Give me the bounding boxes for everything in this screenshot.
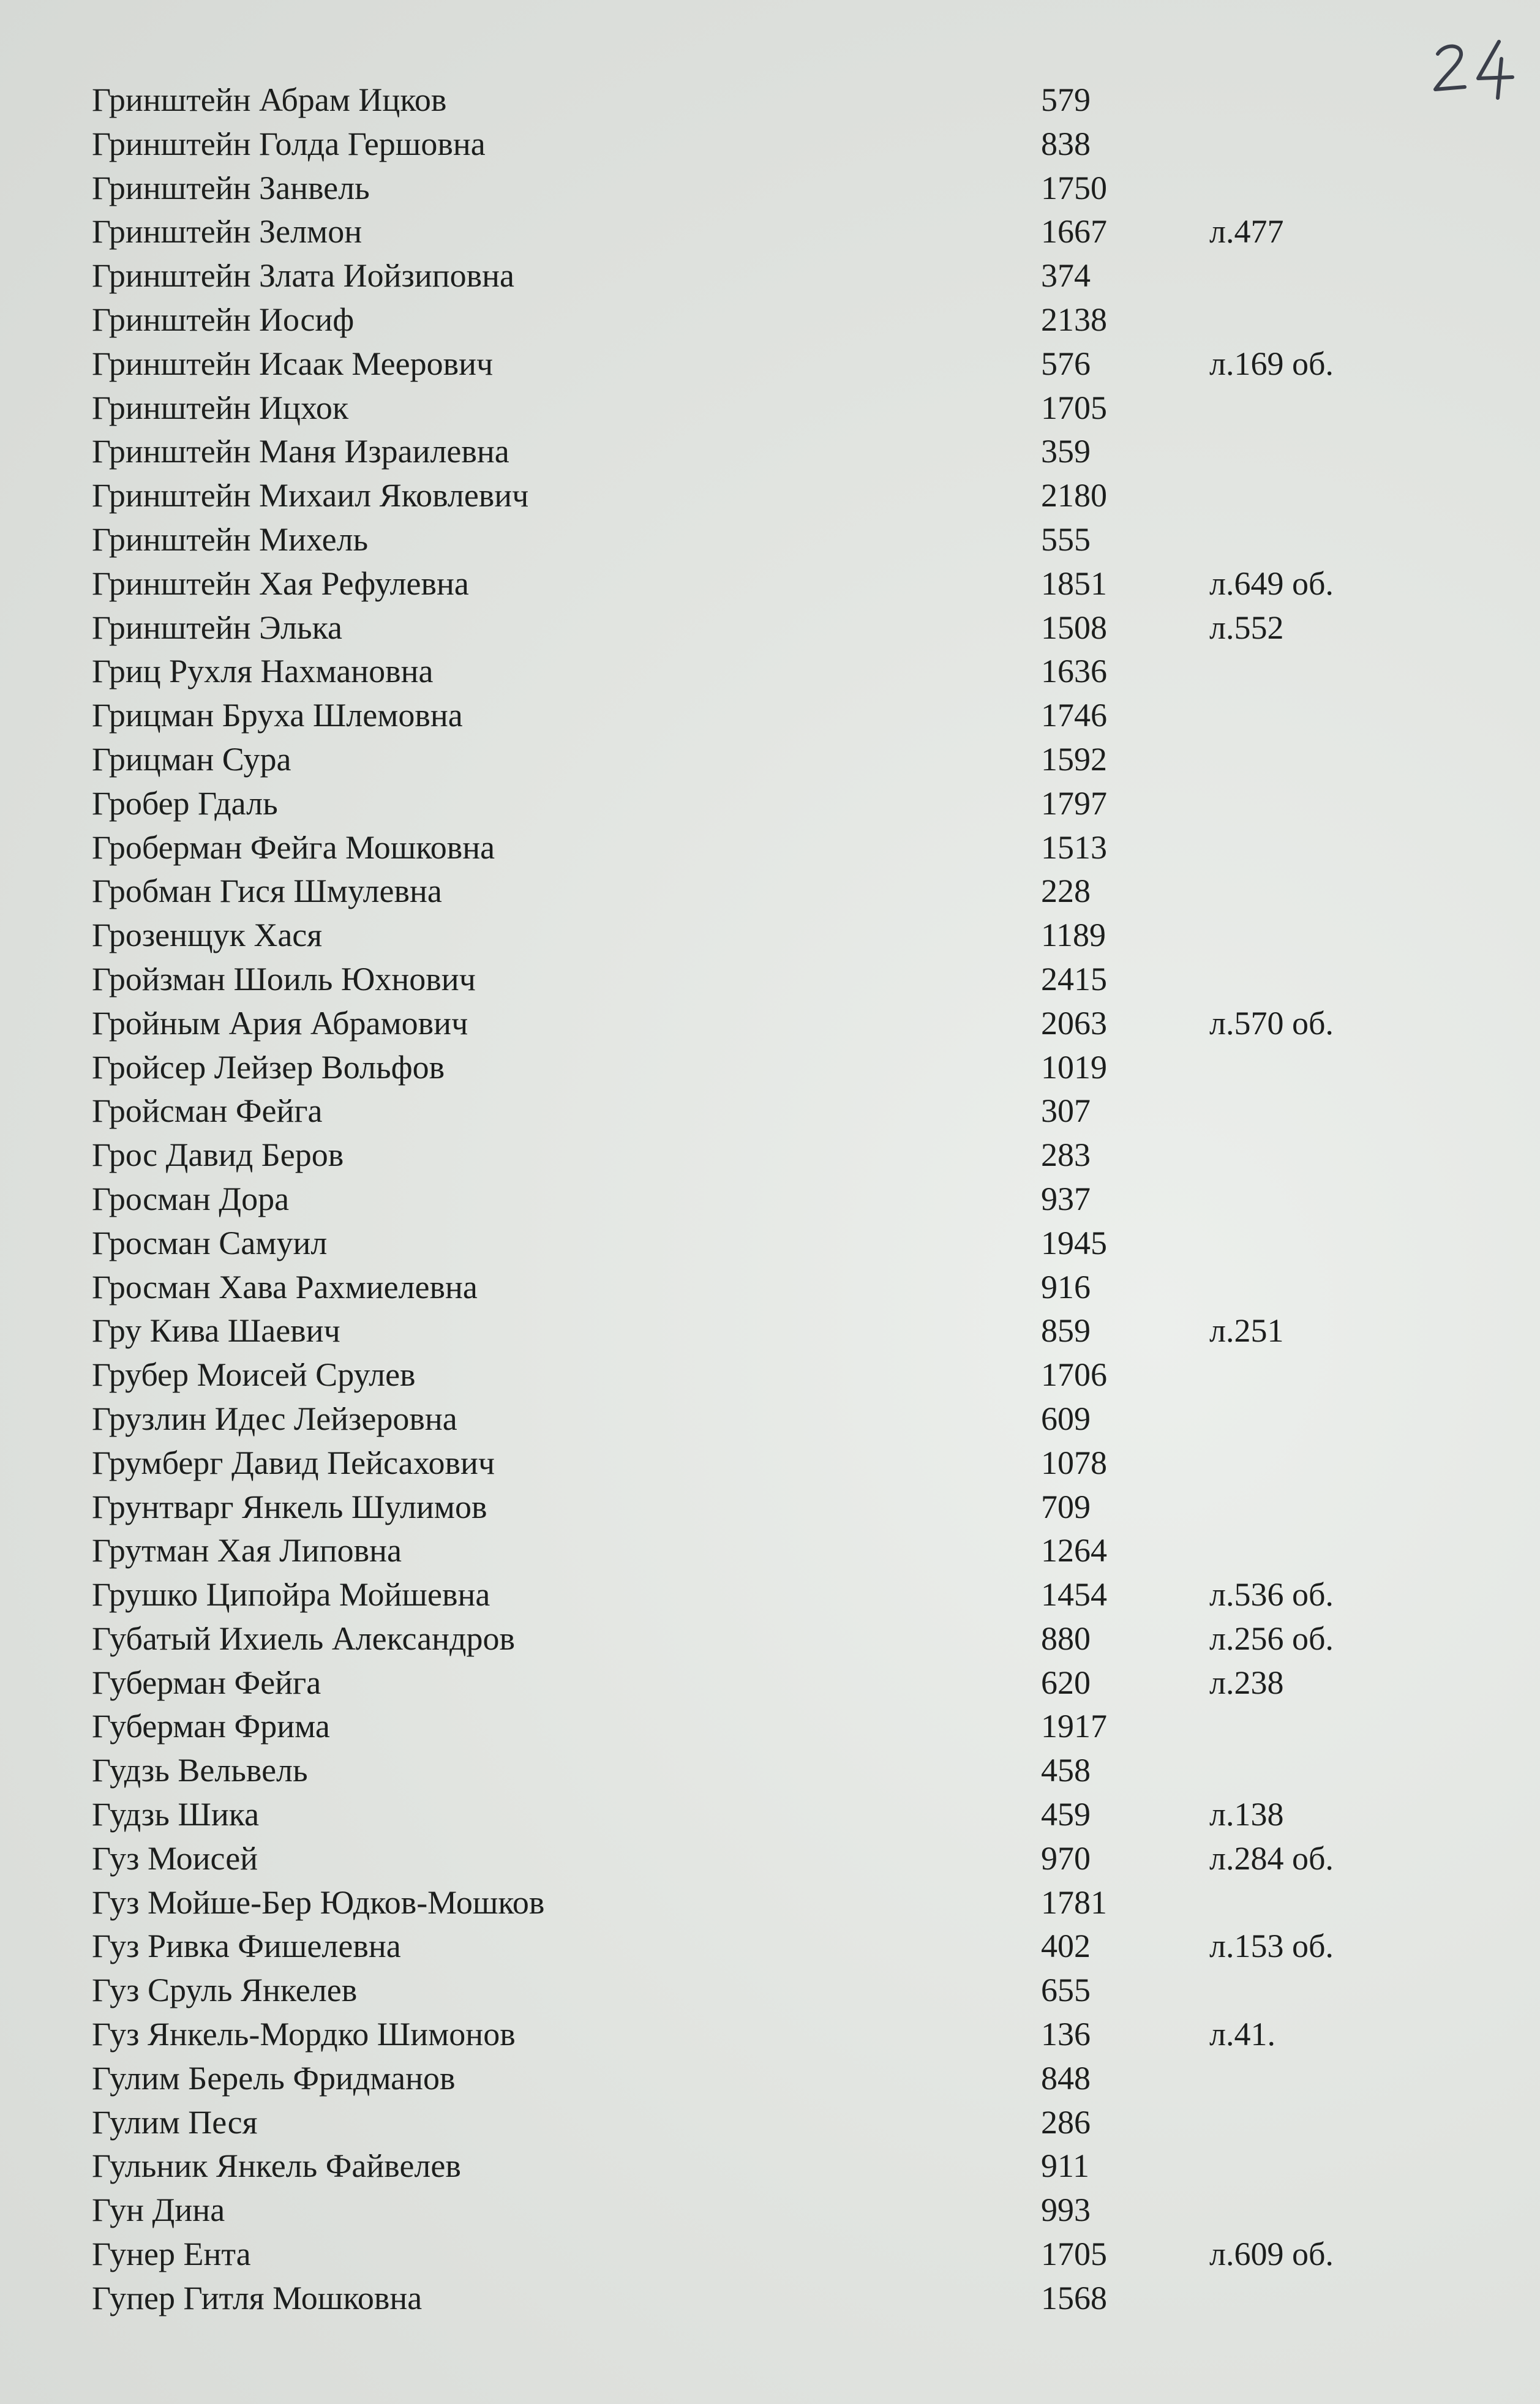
sheet-reference: л.570 об. [1209, 1004, 1334, 1042]
list-item [92, 958, 1470, 1002]
list-item [92, 694, 1470, 738]
record-number: 1746 [1041, 697, 1107, 734]
person-name: Гробман Гися Шмулевна [92, 873, 442, 910]
person-name: Гринштейн Зелмон [92, 213, 362, 250]
person-name: Гуз Ривка Фишелевна [92, 1928, 401, 1965]
record-number: 555 [1041, 520, 1091, 558]
person-name: Гробер Гдаль [92, 784, 278, 822]
person-name: Гуз Моисей [92, 1839, 258, 1877]
record-number: 1750 [1041, 169, 1107, 206]
list-item [92, 1573, 1470, 1617]
record-number: 1945 [1041, 1224, 1107, 1261]
record-number: 911 [1041, 2147, 1089, 2185]
person-name: Гуз Мойше-Бер Юдков-Мошков [92, 1884, 545, 1921]
record-number: 620 [1041, 1664, 1091, 1701]
person-name: Гун Дина [92, 2192, 225, 2229]
person-name: Гринштейн Абрам Ицков [92, 81, 447, 118]
person-name: Гудзь Шика [92, 1796, 260, 1833]
list-item [92, 2101, 1470, 2145]
record-number: 859 [1041, 1312, 1091, 1350]
record-number: 579 [1041, 81, 1091, 118]
list-item [92, 1529, 1470, 1573]
person-name: Грушко Ципойра Мойшевна [92, 1576, 490, 1613]
list-item [92, 2277, 1470, 2321]
record-number: 937 [1041, 1180, 1091, 1217]
person-name: Гульник Янкель Файвелев [92, 2147, 461, 2185]
record-number: 228 [1041, 873, 1091, 910]
record-number: 1917 [1041, 1708, 1107, 1745]
list-item [92, 1441, 1470, 1486]
person-name: Грицман Сура [92, 740, 291, 778]
person-name: Гринштейн Занвель [92, 169, 370, 206]
list-item [92, 518, 1470, 562]
person-name: Губерман Фрима [92, 1708, 330, 1745]
record-number: 286 [1041, 2103, 1091, 2141]
person-name: Гриц Рухля Нахмановна [92, 653, 434, 690]
record-number: 1019 [1041, 1048, 1107, 1086]
person-name: Гройсман Фейга [92, 1092, 323, 1130]
list-item [92, 1661, 1470, 1705]
list-item [92, 342, 1470, 386]
person-name: Гринштейн Голда Гершовна [92, 125, 486, 162]
record-number: 1705 [1041, 389, 1107, 426]
person-name: Гринштейн Исаак Меерович [92, 345, 494, 382]
list-item [92, 430, 1470, 474]
person-name: Гуз Янкель-Мордко Шимонов [92, 2016, 516, 2053]
record-number: 1797 [1041, 784, 1107, 822]
record-number: 1705 [1041, 2236, 1107, 2273]
person-name: Гринштейн Михель [92, 520, 369, 558]
list-item [92, 2013, 1470, 2057]
record-number: 2063 [1041, 1004, 1107, 1042]
person-name: Гринштейн Михаил Яковлевич [92, 477, 529, 514]
sheet-reference: л.41. [1209, 2016, 1275, 2053]
record-number: 2138 [1041, 301, 1107, 338]
list-item [92, 782, 1470, 826]
record-number: 709 [1041, 1488, 1091, 1525]
list-item [92, 1793, 1470, 1837]
record-number: 283 [1041, 1136, 1091, 1174]
person-name: Грос Давид Беров [92, 1136, 344, 1174]
person-name: Гупер Гитля Мошковна [92, 2279, 423, 2316]
list-item [92, 1705, 1470, 1749]
list-item [92, 2188, 1470, 2233]
record-number: 1706 [1041, 1356, 1107, 1394]
person-name: Грозенщук Хася [92, 917, 323, 954]
sheet-reference: л.536 об. [1209, 1576, 1334, 1613]
person-name: Гунер Ента [92, 2236, 251, 2273]
record-number: 2415 [1041, 960, 1107, 997]
record-number: 1568 [1041, 2279, 1107, 2316]
list-item [92, 1749, 1470, 1793]
person-name: Грутман Хая Липовна [92, 1532, 402, 1569]
list-item [92, 210, 1470, 254]
record-number: 2180 [1041, 477, 1107, 514]
sheet-reference: л.552 [1209, 609, 1284, 646]
list-item [92, 1222, 1470, 1266]
person-name: Гросман Самуил [92, 1224, 328, 1261]
list-item [92, 2144, 1470, 2188]
sheet-reference: л.477 [1209, 213, 1284, 250]
list-item [92, 474, 1470, 518]
person-name: Гринштейн Маня Израилевна [92, 433, 509, 470]
person-name: Гринштейн Элька [92, 609, 342, 646]
record-number: 655 [1041, 1972, 1091, 2009]
list-item [92, 1178, 1470, 1222]
person-name: Грубер Моисей Срулев [92, 1356, 416, 1394]
record-number: 1781 [1041, 1884, 1107, 1921]
register-list [92, 78, 1470, 2321]
record-number: 880 [1041, 1620, 1091, 1657]
sheet-reference: л.169 об. [1209, 345, 1334, 382]
list-item [92, 167, 1470, 211]
sheet-reference: л.649 об. [1209, 565, 1334, 602]
record-number: 1078 [1041, 1444, 1107, 1481]
sheet-reference: л.238 [1209, 1664, 1284, 1701]
record-number: 1189 [1041, 917, 1106, 954]
sheet-reference: л.256 об. [1209, 1620, 1334, 1657]
list-item [92, 1089, 1470, 1133]
list-item [92, 1046, 1470, 1090]
list-item [92, 1925, 1470, 1969]
list-item [92, 870, 1470, 914]
person-name: Гру Кива Шаевич [92, 1312, 340, 1350]
list-item [92, 650, 1470, 694]
record-number: 1592 [1041, 740, 1107, 778]
sheet-reference: л.138 [1209, 1796, 1284, 1833]
list-item [92, 122, 1470, 167]
record-number: 993 [1041, 2192, 1091, 2229]
list-item [92, 1266, 1470, 1310]
list-item [92, 1002, 1470, 1046]
list-item [92, 78, 1470, 122]
list-item [92, 1837, 1470, 1881]
sheet-reference: л.153 об. [1209, 1928, 1334, 1965]
person-name: Гроберман Фейга Мошковна [92, 828, 495, 866]
person-name: Грумберг Давид Пейсахович [92, 1444, 495, 1481]
list-item [92, 298, 1470, 342]
person-name: Гройным Ария Абрамович [92, 1004, 468, 1042]
person-name: Грунтварг Янкель Шулимов [92, 1488, 487, 1525]
record-number: 1851 [1041, 565, 1107, 602]
record-number: 576 [1041, 345, 1091, 382]
list-item [92, 738, 1470, 782]
list-item [92, 2233, 1470, 2277]
record-number: 1508 [1041, 609, 1107, 646]
person-name: Гулим Песя [92, 2103, 258, 2141]
record-number: 458 [1041, 1752, 1091, 1789]
record-number: 136 [1041, 2016, 1091, 2053]
record-number: 307 [1041, 1092, 1091, 1130]
list-item [92, 2057, 1470, 2101]
list-item [92, 386, 1470, 430]
record-number: 1636 [1041, 653, 1107, 690]
list-item [92, 1617, 1470, 1661]
person-name: Гуз Сруль Янкелев [92, 1972, 358, 2009]
sheet-reference: л.251 [1209, 1312, 1284, 1350]
list-item [92, 1486, 1470, 1530]
person-name: Гудзь Вельвель [92, 1752, 308, 1789]
sheet-reference: л.284 об. [1209, 1839, 1334, 1877]
person-name: Гулим Берель Фридманов [92, 2059, 456, 2097]
list-item [92, 1397, 1470, 1441]
list-item [92, 826, 1470, 870]
list-item [92, 1309, 1470, 1353]
record-number: 970 [1041, 1839, 1091, 1877]
person-name: Гринштейн Злата Иойзиповна [92, 257, 515, 295]
record-number: 848 [1041, 2059, 1091, 2097]
record-number: 402 [1041, 1928, 1091, 1965]
person-name: Гринштейн Ицхок [92, 389, 349, 426]
person-name: Гройзман Шоиль Юхнович [92, 960, 476, 997]
list-item [92, 606, 1470, 650]
person-name: Гросман Дора [92, 1180, 290, 1217]
person-name: Губерман Фейга [92, 1664, 321, 1701]
record-number: 359 [1041, 433, 1091, 470]
person-name: Грузлин Идес Лейзеровна [92, 1400, 457, 1437]
person-name: Гринштейн Иосиф [92, 301, 355, 338]
record-number: 1454 [1041, 1576, 1107, 1613]
person-name: Гросман Хава Рахмиелевна [92, 1268, 478, 1305]
list-item [92, 254, 1470, 298]
list-item [92, 1353, 1470, 1397]
list-item [92, 1969, 1470, 2013]
list-item [92, 1133, 1470, 1178]
list-item [92, 914, 1470, 958]
record-number: 459 [1041, 1796, 1091, 1833]
record-number: 1667 [1041, 213, 1107, 250]
record-number: 838 [1041, 125, 1091, 162]
record-number: 916 [1041, 1268, 1091, 1305]
list-item [92, 1881, 1470, 1925]
sheet-reference: л.609 об. [1209, 2236, 1334, 2273]
person-name: Губатый Ихиель Александров [92, 1620, 515, 1657]
person-name: Гринштейн Хая Рефулевна [92, 565, 469, 602]
list-item [92, 562, 1470, 606]
record-number: 374 [1041, 257, 1091, 295]
record-number: 1264 [1041, 1532, 1107, 1569]
record-number: 609 [1041, 1400, 1091, 1437]
person-name: Грицман Бруха Шлемовна [92, 697, 463, 734]
record-number: 1513 [1041, 828, 1107, 866]
person-name: Гройсер Лейзер Вольфов [92, 1048, 445, 1086]
